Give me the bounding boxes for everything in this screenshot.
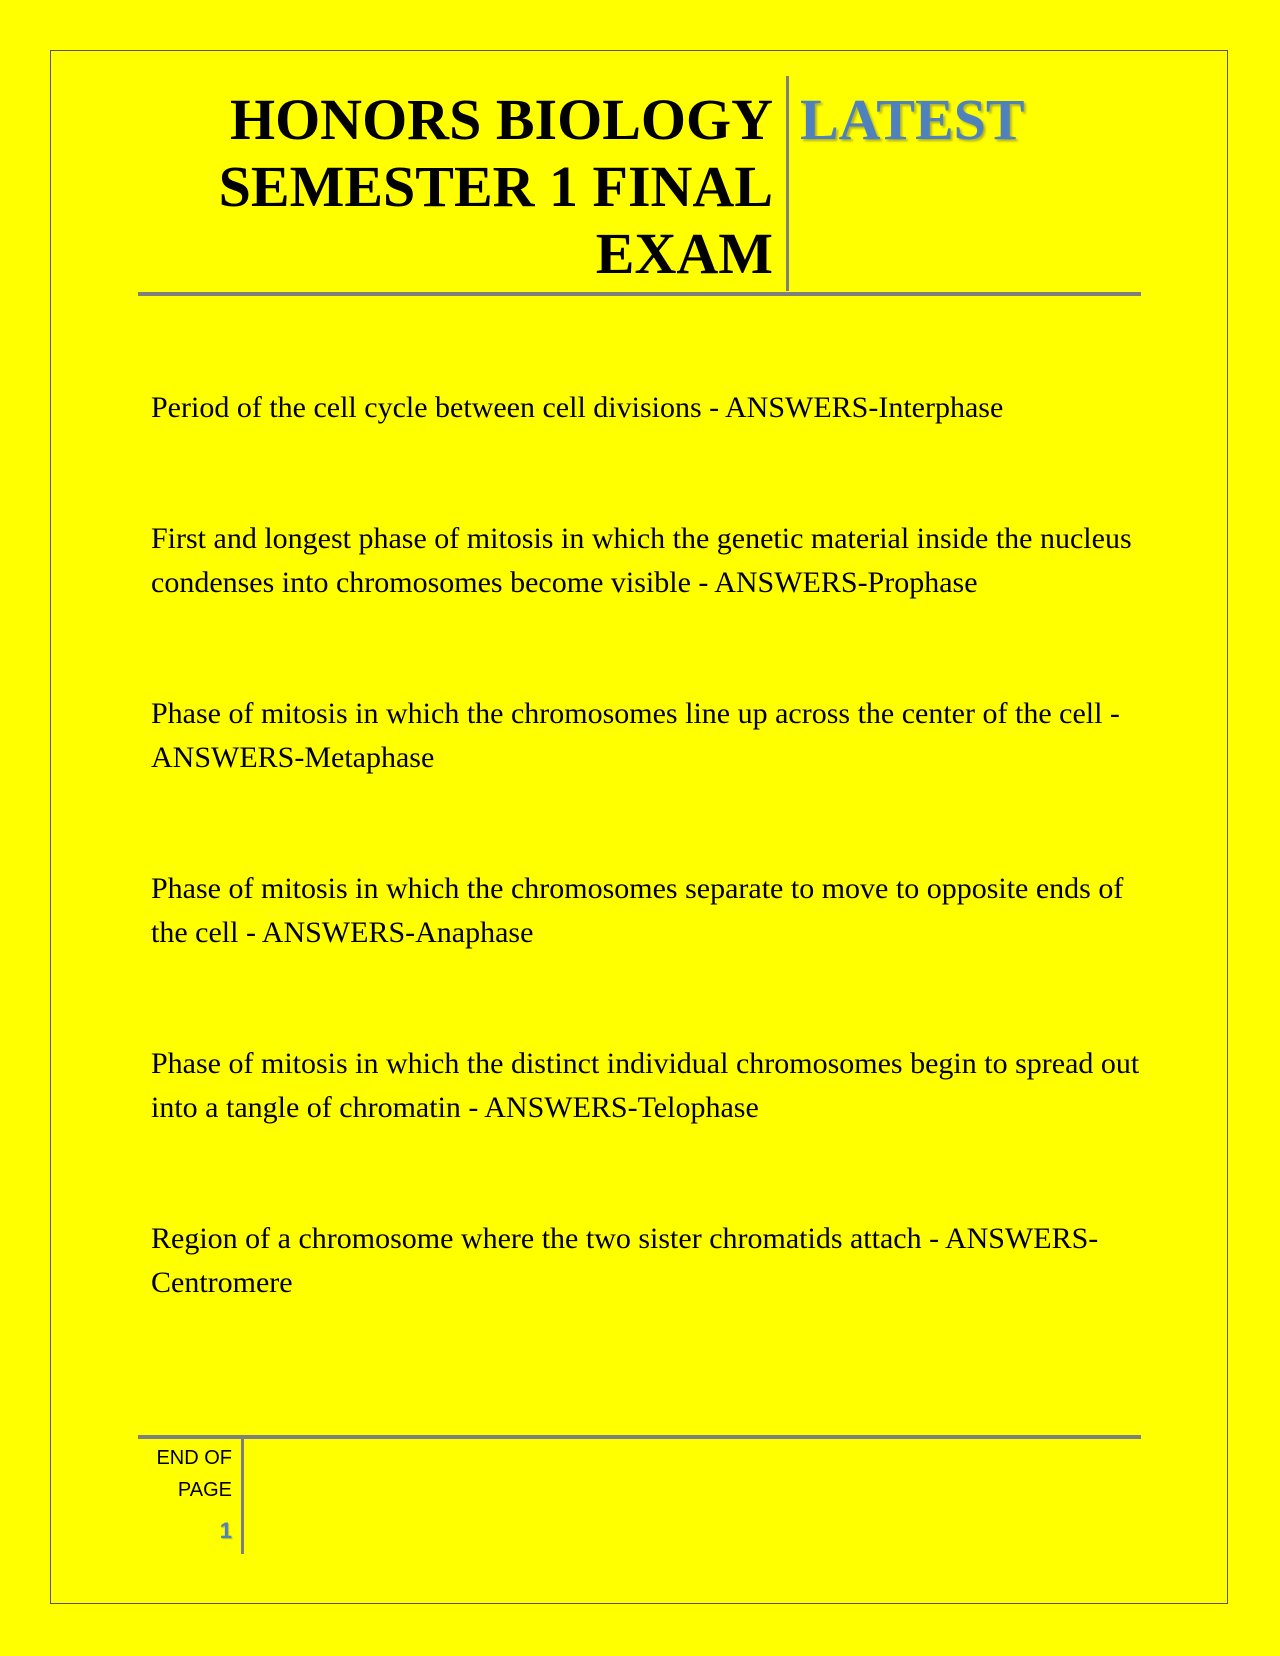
footer-horizontal-rule: [138, 1435, 1141, 1439]
qa-item: Phase of mitosis in which the chromosomes separate to move to opposite ends of the cell - ANSWERS-Anaphase: [151, 872, 1124, 949]
document-title: [140, 86, 773, 287]
question-answer-list: [151, 386, 1141, 1392]
qa-item: Phase of mitosis in which the distinct individual chromosomes begin to spread out into a tangle of chromatin - ANSWERS-Telophase: [151, 1047, 1140, 1124]
page-number: 1: [219, 1518, 232, 1543]
latest-tag: LATEST: [800, 87, 1025, 152]
title-line-1: HONORS BIOLOGY: [229, 87, 773, 152]
footer-vertical-divider: [241, 1437, 244, 1554]
qa-item: Region of a chromosome where the two sister chromatids attach - ANSWERS-Centromere: [151, 1222, 1099, 1299]
title-line-3: EXAM: [595, 221, 773, 286]
qa-item: First and longest phase of mitosis in which the genetic material inside the nucleus condenses into chromosomes become visible - ANSWERS-Prophase: [151, 522, 1132, 599]
qa-item: Period of the cell cycle between cell divisions - ANSWERS-Interphase: [151, 391, 1004, 424]
header-vertical-divider: [786, 76, 789, 291]
footer-label-line-1: END OF: [156, 1447, 232, 1469]
title-line-2: SEMESTER 1 FINAL: [218, 154, 773, 219]
end-of-page-label: [140, 1442, 232, 1506]
qa-item: Phase of mitosis in which the chromosomes line up across the center of the cell - ANSWERS-Metaphase: [151, 697, 1120, 774]
footer-label-line-2: PAGE: [177, 1479, 232, 1501]
header-horizontal-rule: [138, 292, 1141, 296]
